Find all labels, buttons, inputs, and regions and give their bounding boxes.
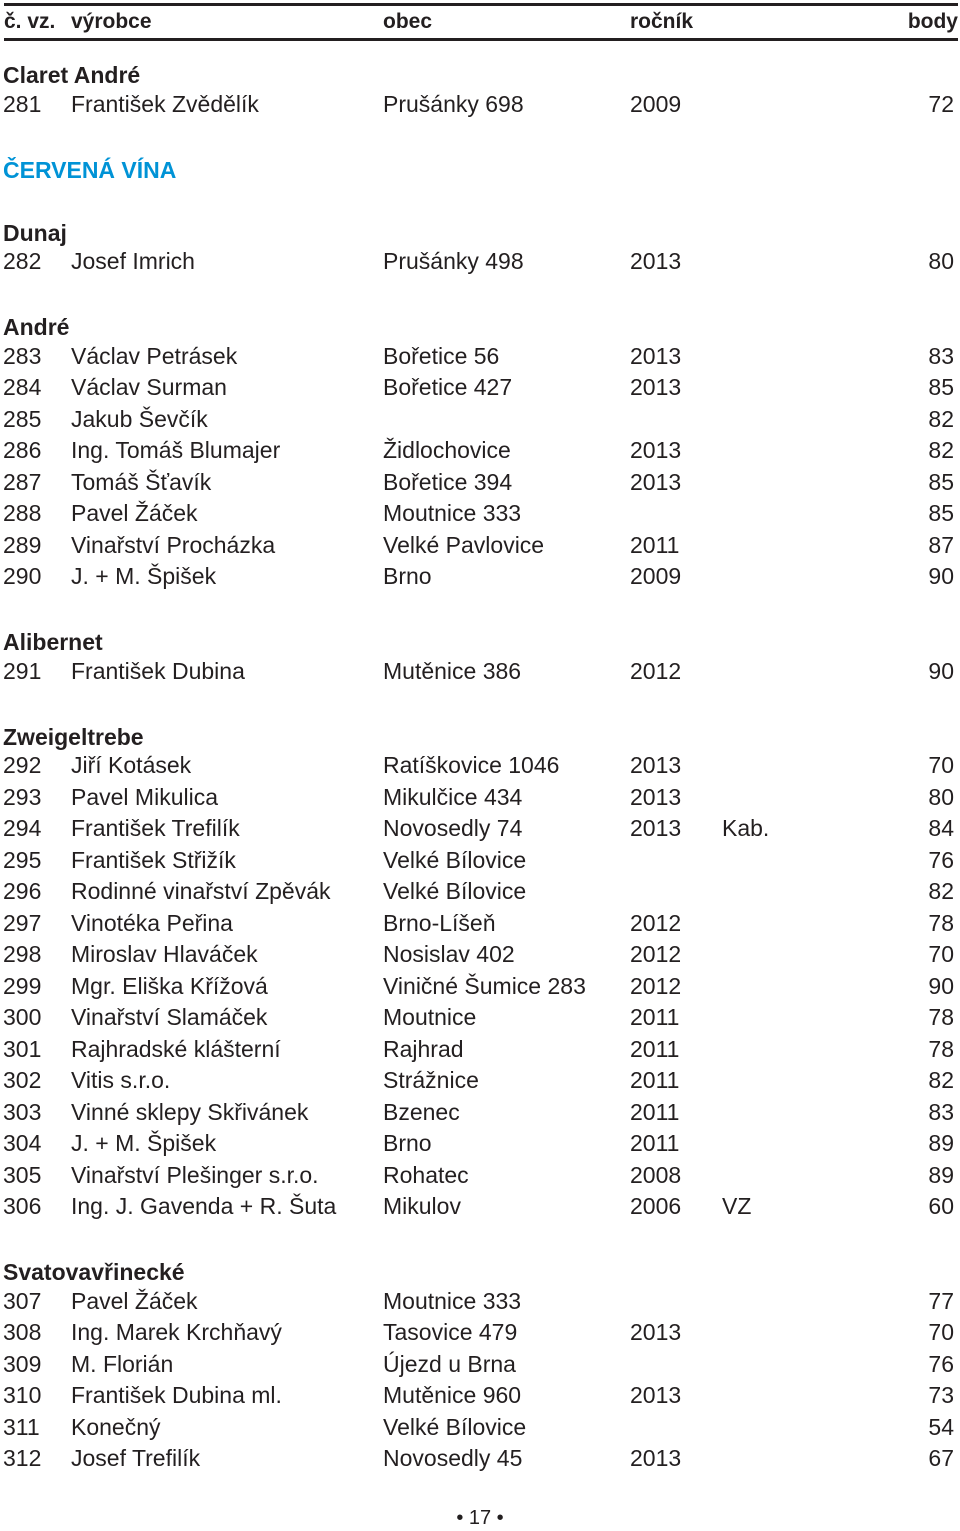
table-row [0,530,960,562]
cell-sample-number: 301 [3,1035,42,1062]
cell-year: 2006 [630,1193,682,1219]
header-points: body [907,10,958,33]
cell-points: 83 [928,342,954,369]
cell-sample-number: 298 [3,941,42,967]
cell-points: 78 [928,1004,954,1030]
cell-village: Újezd u Brna [383,1350,516,1377]
cell-year: 2012 [630,909,682,936]
cell-note: VZ [722,1193,752,1219]
cell-points: 83 [928,1098,954,1125]
heading-text: Claret André [3,62,141,88]
cell-producer: Rajhradské klášterní [71,1035,281,1062]
cell-producer: Vinařství Procházka [71,531,276,558]
table-row [0,89,960,121]
cell-village: Mutěnice 960 [383,1382,522,1408]
cell-points: 72 [928,90,954,117]
section-spacer [0,1223,960,1255]
cell-village: Tasovice 479 [383,1319,518,1345]
cell-village: Viničné Šumice 283 [383,972,586,999]
cell-sample-number: 283 [3,342,42,369]
cell-points: 90 [928,972,954,999]
cell-producer: Mgr. Eliška Křížová [71,972,268,999]
cell-year: 2012 [630,941,682,967]
table-row [0,750,960,782]
cell-village: Moutnice 333 [383,1287,522,1314]
cell-year: 2013 [630,1445,682,1471]
cell-village: Novosedly 45 [383,1445,523,1471]
cell-year: 2013 [630,1382,682,1408]
cell-sample-number: 286 [3,437,42,463]
cell-village: Velké Bílovice [383,846,527,873]
table-row [0,1412,960,1444]
cell-points: 78 [928,909,954,936]
cell-year: 2011 [630,1098,680,1125]
page-number: • 17 • [456,1507,504,1529]
cell-points: 54 [928,1413,954,1440]
table-row [0,341,960,373]
cell-village: Mikulčice 434 [383,783,523,810]
cell-producer: Vitis s.r.o. [71,1067,171,1093]
cell-year: 2013 [630,437,682,463]
table-header [4,3,958,41]
cell-producer: Ing. Marek Krchňavý [71,1319,282,1345]
cell-points: 82 [928,878,954,904]
cell-village: Rohatec [383,1161,469,1188]
variety-heading [0,719,960,751]
table-row [0,1380,960,1412]
cell-year: 2013 [630,374,682,400]
cell-year: 2013 [630,1319,682,1345]
cell-year: 2009 [630,90,682,117]
cell-points: 89 [928,1161,954,1188]
table-row [0,498,960,530]
table-row [0,1128,960,1160]
cell-year: 2009 [630,563,682,589]
header-year: ročník [630,10,694,33]
heading-text: Alibernet [3,629,103,655]
table-row [0,782,960,814]
section-spacer [0,687,960,719]
table-row [0,876,960,908]
variety-heading [0,624,960,656]
cell-sample-number: 293 [3,783,42,810]
cell-producer: František Trefilík [71,815,240,841]
cell-points: 89 [928,1130,954,1156]
variety-heading [0,215,960,247]
cell-sample-number: 308 [3,1319,42,1345]
cell-village: Velké Pavlovice [383,531,545,558]
variety-heading [0,57,960,89]
cell-producer: František Zvědělík [71,90,259,117]
table-row [0,1002,960,1034]
table-row [0,1317,960,1349]
variety-heading [0,1254,960,1286]
heading-text: Dunaj [3,219,67,246]
heading-text: Zweigeltrebe [3,723,144,750]
cell-village: Ratíškovice 1046 [383,752,560,778]
cell-points: 77 [928,1287,954,1314]
cell-sample-number: 292 [3,752,42,778]
cell-producer: Josef Imrich [71,248,195,274]
cell-village: Rajhrad [383,1035,464,1062]
cell-points: 90 [928,563,954,589]
cell-producer: Václav Surman [71,374,227,400]
heading-text: ČERVENÁ VÍNA [3,156,177,183]
cell-producer: Vinařství Slamáček [71,1004,268,1030]
table-row [0,1443,960,1475]
cell-sample-number: 297 [3,909,42,936]
table-row [0,467,960,499]
cell-sample-number: 304 [3,1130,42,1156]
table-row [0,939,960,971]
cell-producer: Tomáš Šťavík [71,468,212,495]
cell-sample-number: 289 [3,531,42,558]
cell-village: Bořetice 427 [383,374,513,400]
cell-village: Velké Bílovice [383,878,527,904]
table-row [0,845,960,877]
cell-points: 85 [928,500,954,526]
cell-points: 70 [928,1319,954,1345]
cell-sample-number: 311 [3,1413,40,1440]
table-row [0,908,960,940]
header-producer: výrobce [71,10,152,33]
table-row [0,1160,960,1192]
cell-producer: J. + M. Špišek [71,1130,217,1156]
cell-points: 76 [928,846,954,873]
cell-sample-number: 288 [3,500,42,526]
cell-sample-number: 291 [3,657,42,684]
table-row [0,1349,960,1381]
cell-sample-number: 312 [3,1445,42,1471]
table-row [0,435,960,467]
cell-village: Strážnice [383,1067,479,1093]
cell-village: Novosedly 74 [383,815,523,841]
cell-year: 2012 [630,657,682,684]
cell-village: Bzenec [383,1098,460,1125]
cell-sample-number: 296 [3,878,42,904]
cell-points: 70 [928,941,954,967]
cell-sample-number: 294 [3,815,42,841]
cell-village: Bořetice 394 [383,468,513,495]
cell-points: 60 [928,1193,954,1219]
table-row [0,561,960,593]
variety-heading [0,309,960,341]
cell-sample-number: 295 [3,846,42,873]
cell-village: Židlochovice [383,437,511,463]
cell-village: Prušánky 498 [383,248,524,274]
cell-producer: Pavel Žáček [71,1287,198,1314]
section-spacer [0,278,960,310]
table-row [0,1286,960,1318]
cell-points: 90 [928,657,954,684]
section-spacer [0,120,960,152]
cell-points: 84 [928,815,954,841]
cell-sample-number: 282 [3,248,42,274]
cell-points: 82 [928,437,954,463]
cell-producer: Pavel Mikulica [71,783,218,810]
cell-producer: Václav Petrásek [71,342,238,369]
cell-year: 2013 [630,783,682,810]
cell-producer: Ing. Tomáš Blumajer [71,437,281,463]
cell-sample-number: 284 [3,374,42,400]
cell-village: Mutěnice 386 [383,657,522,684]
cell-producer: J. + M. Špišek [71,563,217,589]
table-row [0,971,960,1003]
cell-village: Velké Bílovice [383,1413,527,1440]
cell-year: 2012 [630,972,682,999]
table-row [0,372,960,404]
table-row [0,1097,960,1129]
cell-sample-number: 305 [3,1161,42,1188]
cell-year: 2011 [630,1130,680,1156]
cell-points: 73 [928,1382,954,1408]
results-table [0,57,960,1475]
cell-producer: Vinné sklepy Skřivánek [71,1098,309,1125]
table-row [0,813,960,845]
cell-village: Nosislav 402 [383,941,515,967]
cell-points: 67 [928,1445,954,1471]
cell-village: Brno [383,563,432,589]
cell-village: Brno-Líšeň [383,909,496,936]
cell-sample-number: 302 [3,1067,42,1093]
heading-text: André [3,314,70,340]
cell-points: 80 [928,783,954,810]
heading-text: Svatovavřinecké [3,1259,185,1285]
cell-producer: Miroslav Hlaváček [71,941,258,967]
cell-year: 2011 [630,1067,680,1093]
cell-year: 2013 [630,248,682,274]
cell-producer: Jiří Kotásek [71,752,192,778]
cell-producer: Pavel Žáček [71,500,198,526]
cell-points: 87 [928,531,954,558]
cell-village: Prušánky 698 [383,90,524,117]
cell-producer: Vinařství Plešinger s.r.o. [71,1161,319,1188]
cell-year: 2008 [630,1161,682,1188]
cell-year: 2011 [630,531,680,558]
cell-village: Moutnice 333 [383,500,522,526]
section-spacer [0,183,960,215]
section-spacer [0,593,960,625]
table-row [0,404,960,436]
cell-sample-number: 309 [3,1350,42,1377]
cell-sample-number: 290 [3,563,42,589]
category-heading [0,152,960,184]
cell-points: 85 [928,468,954,495]
table-row [0,1191,960,1223]
cell-producer: Jakub Ševčík [71,405,208,432]
cell-note: Kab. [722,815,770,841]
cell-year: 2013 [630,342,682,369]
cell-year: 2013 [630,468,682,495]
cell-sample-number: 285 [3,405,42,432]
header-sample-number: č. vz. [4,10,56,33]
cell-producer: František Dubina [71,657,245,684]
cell-year: 2011 [630,1004,680,1030]
cell-producer: Josef Trefilík [71,1445,201,1471]
cell-year: 2013 [630,752,682,778]
cell-producer: Ing. J. Gavenda + R. Šuta [71,1193,337,1219]
cell-points: 85 [928,374,954,400]
cell-producer: M. Florián [71,1350,174,1377]
cell-village: Bořetice 56 [383,342,500,369]
cell-sample-number: 300 [3,1004,42,1030]
cell-sample-number: 306 [3,1193,42,1219]
cell-producer: František Střižík [71,846,236,873]
cell-points: 80 [928,248,954,274]
cell-village: Moutnice [383,1004,477,1030]
table-row [0,656,960,688]
cell-village: Brno [383,1130,432,1156]
cell-sample-number: 281 [3,90,42,117]
cell-sample-number: 299 [3,972,42,999]
cell-producer: Vinotéka Peřina [71,909,233,936]
cell-year: 2011 [630,1035,680,1062]
table-row [0,1065,960,1097]
cell-sample-number: 307 [3,1287,42,1314]
table-row [0,246,960,278]
cell-producer: František Dubina ml. [71,1382,282,1408]
cell-sample-number: 310 [3,1382,42,1408]
cell-points: 82 [928,405,954,432]
table-row [0,1034,960,1066]
cell-village: Mikulov [383,1193,461,1219]
cell-points: 82 [928,1067,954,1093]
cell-producer: Konečný [71,1413,161,1440]
cell-points: 70 [928,752,954,778]
cell-points: 78 [928,1035,954,1062]
header-village: obec [383,10,433,33]
cell-sample-number: 303 [3,1098,42,1125]
cell-producer: Rodinné vinařství Zpěvák [71,878,331,904]
cell-points: 76 [928,1350,954,1377]
cell-year: 2013 [630,815,682,841]
cell-sample-number: 287 [3,468,42,495]
